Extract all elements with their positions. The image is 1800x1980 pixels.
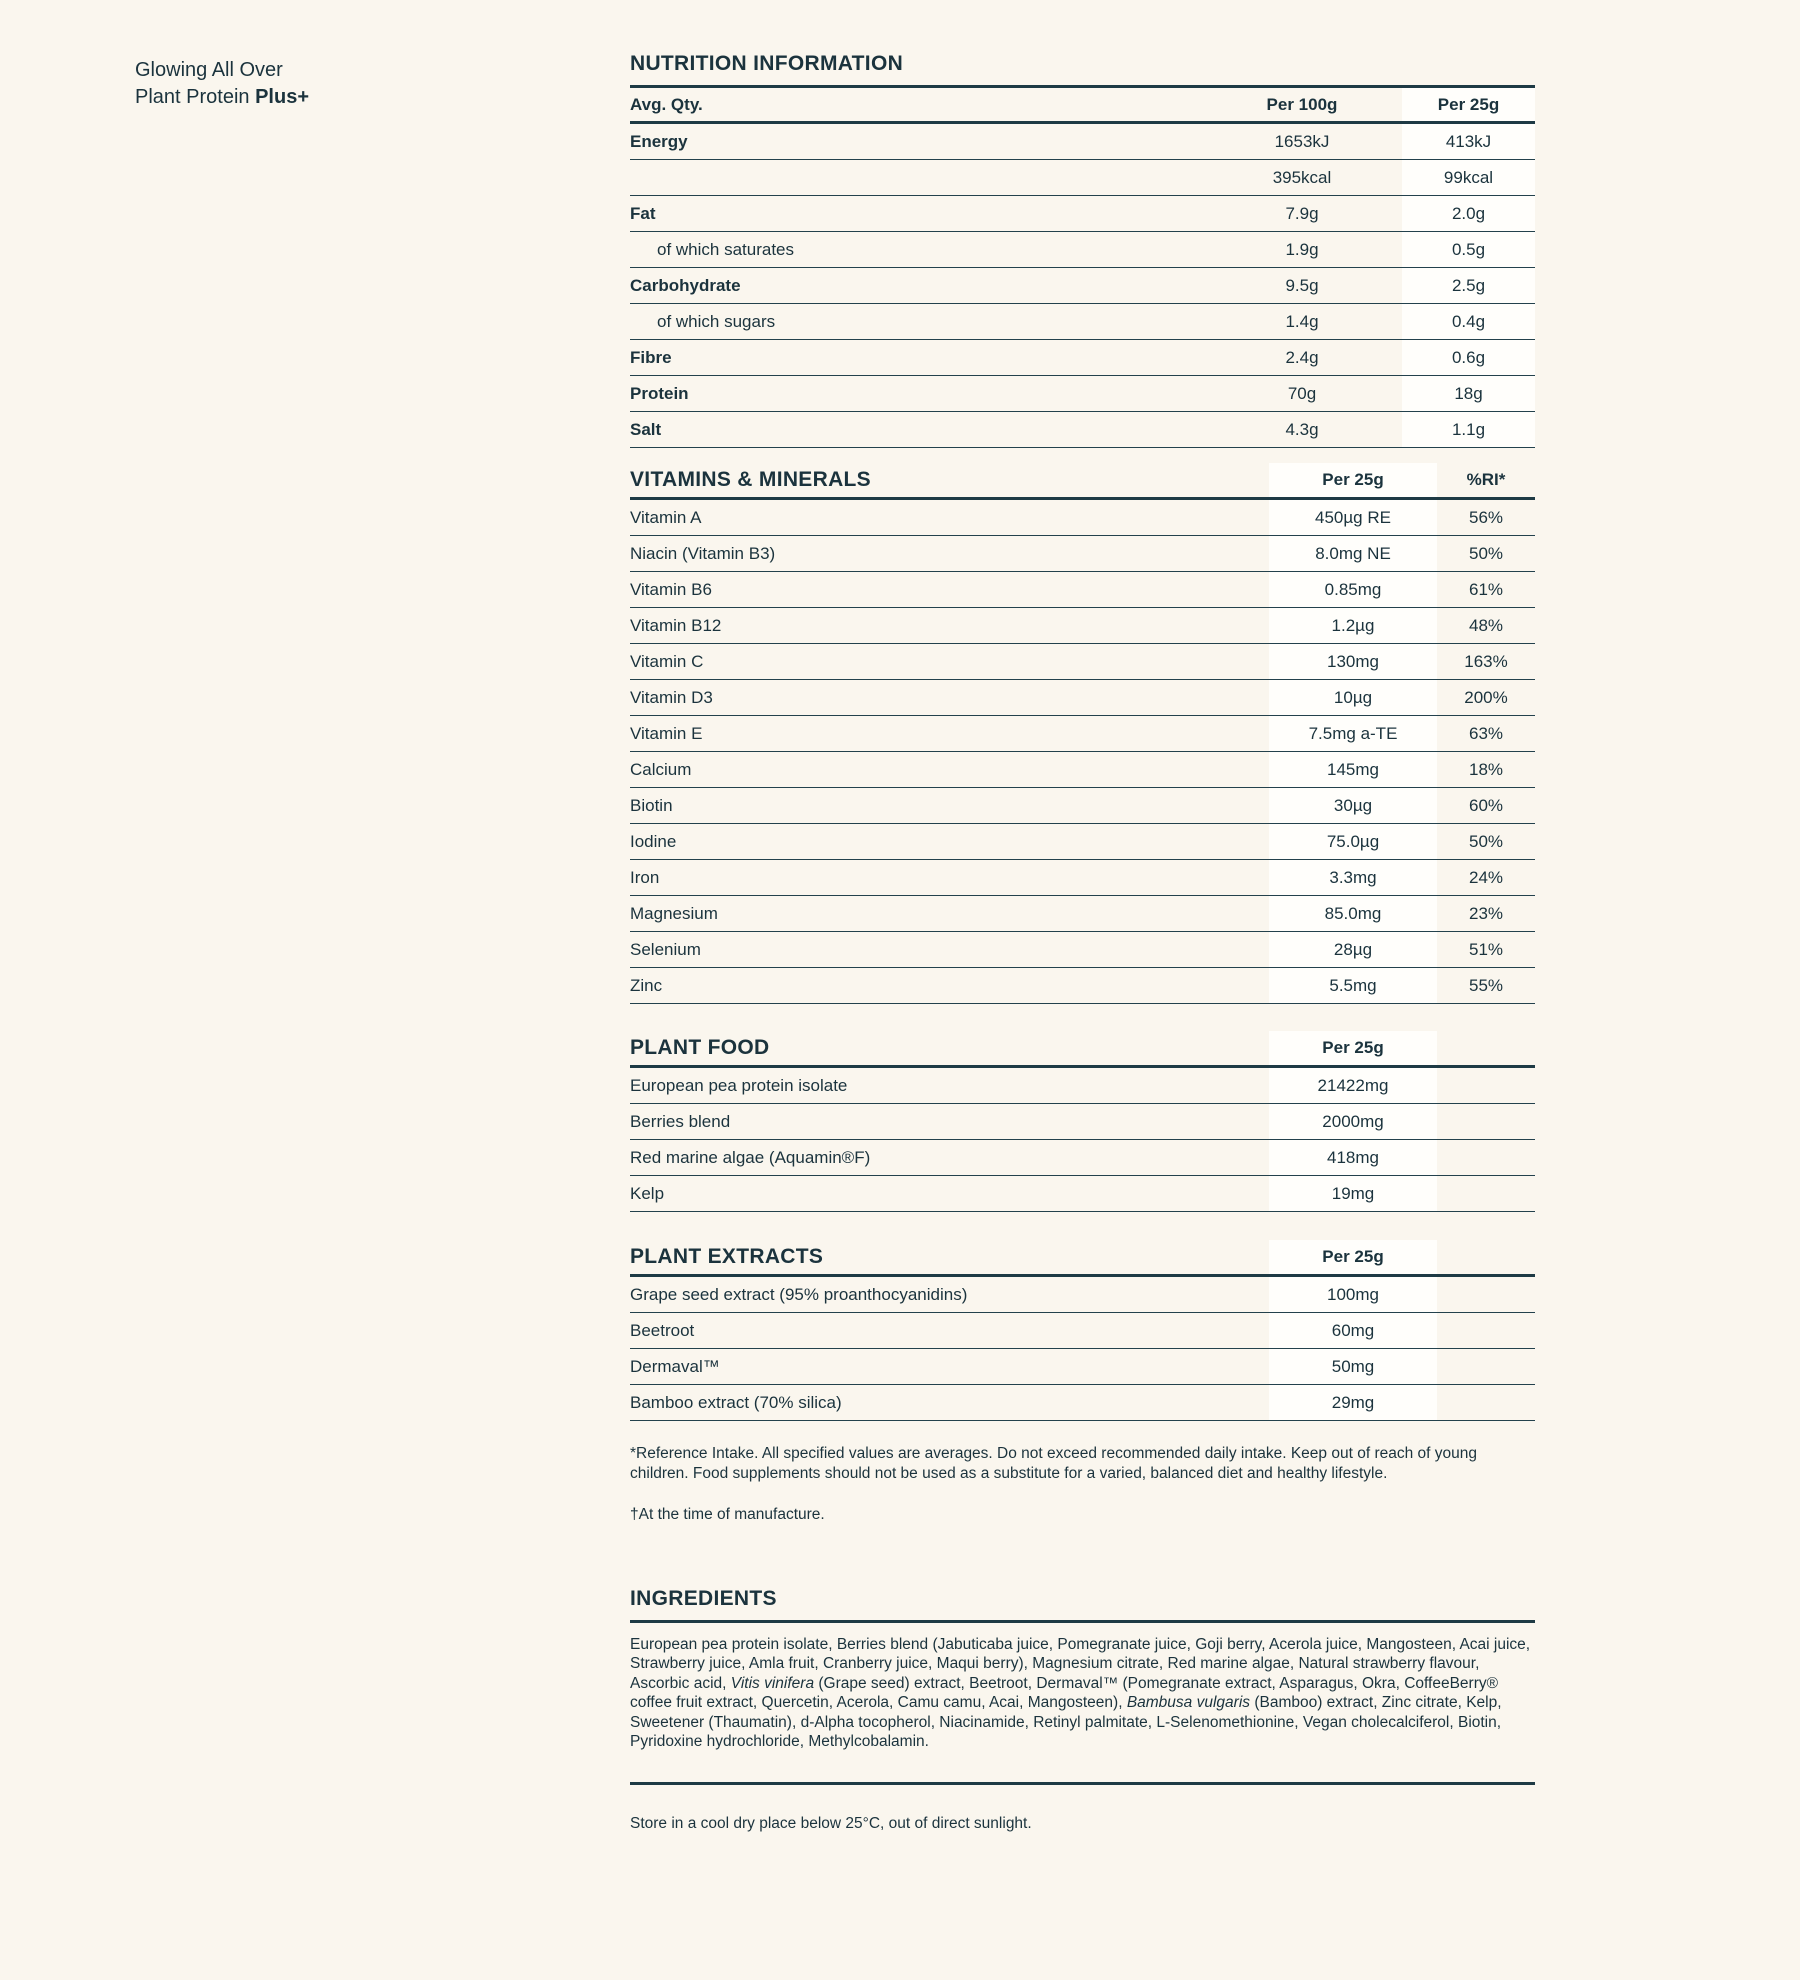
table-row: Selenium 28µg 51% <box>630 932 1535 968</box>
table-row: Calcium 145mg 18% <box>630 752 1535 788</box>
table-row: Protein 70g 18g <box>630 376 1535 412</box>
table-row: Zinc 5.5mg 55% <box>630 968 1535 1004</box>
table-row: Biotin 30µg 60% <box>630 788 1535 824</box>
manufacture-footnote: †At the time of manufacture. <box>630 1506 825 1523</box>
product-title-line2: Plant Protein Plus+ <box>135 86 309 108</box>
ri-header: %RI* <box>1466 470 1506 489</box>
label-content <box>630 40 1535 1833</box>
plant-food-title: PLANT FOOD <box>630 1036 770 1059</box>
table-row: Dermaval™ 50mg <box>630 1349 1535 1385</box>
table-row: Fat 7.9g 2.0g <box>630 196 1535 232</box>
table-row: Bamboo extract (70% silica) 29mg <box>630 1385 1535 1421</box>
storage-divider <box>630 1782 1535 1785</box>
table-row: Iodine 75.0µg 50% <box>630 824 1535 860</box>
vitamins-table <box>630 463 1535 1004</box>
table-row: Berries blend 2000mg <box>630 1104 1535 1140</box>
ingredients-title: INGREDIENTS <box>630 1575 1535 1623</box>
table-row: Carbohydrate 9.5g 2.5g <box>630 268 1535 304</box>
table-row: Red marine algae (Aquamin®F) 418mg <box>630 1140 1535 1176</box>
table-row: Vitamin B12 1.2µg 48% <box>630 608 1535 644</box>
latin-name: Bambusa vulgaris <box>1126 1694 1251 1711</box>
plant-food-header-row <box>630 1031 1535 1068</box>
per-100g-header: Per 100g <box>1266 94 1338 114</box>
table-row: Beetroot 60mg <box>630 1313 1535 1349</box>
ingredients-section <box>630 1575 1535 1752</box>
table-row: Vitamin A 450µg RE 56% <box>630 500 1535 536</box>
nutrition-information-section <box>630 40 1535 448</box>
nutrition-information-title: NUTRITION INFORMATION <box>630 40 1535 88</box>
plant-extracts-header-row <box>630 1240 1535 1277</box>
table-row: European pea protein isolate 21422mg <box>630 1068 1535 1104</box>
table-row: Magnesium 85.0mg 23% <box>630 896 1535 932</box>
table-row: Fibre 2.4g 0.6g <box>630 340 1535 376</box>
table-row: 395kcal 99kcal <box>630 160 1535 196</box>
nutrition-header-row <box>630 88 1535 124</box>
storage-instructions: Store in a cool dry place below 25°C, out of direct sunlight. <box>630 1814 1032 1832</box>
latin-name: Vitis vinifera <box>730 1674 815 1692</box>
table-row: Niacin (Vitamin B3) 8.0mg NE 50% <box>630 536 1535 572</box>
plant-extracts-title: PLANT EXTRACTS <box>630 1245 824 1268</box>
per-25g-header: Per 25g <box>1269 463 1437 497</box>
nutrition-table <box>630 88 1535 448</box>
table-row: Vitamin E 7.5mg a-TE 63% <box>630 716 1535 752</box>
per-25g-header: Per 25g <box>1402 88 1535 121</box>
vitamins-minerals-title: VITAMINS & MINERALS <box>630 468 871 491</box>
avg-qty-header: Avg. Qty. <box>630 94 703 114</box>
plant-extracts-table <box>630 1240 1535 1421</box>
product-title-plus: Plus+ <box>255 86 309 108</box>
table-row: Energy 1653kJ 413kJ <box>630 124 1535 160</box>
plant-extracts-section <box>630 1240 1535 1421</box>
table-row: Salt 4.3g 1.1g <box>630 412 1535 448</box>
product-title-line1: Glowing All Over <box>135 59 283 81</box>
table-row: Grape seed extract (95% proanthocyanidins) 100mg <box>630 1277 1535 1313</box>
vitamins-minerals-section <box>630 463 1535 1004</box>
table-row: Vitamin C 130mg 163% <box>630 644 1535 680</box>
vitamins-header-row <box>630 463 1535 500</box>
per-25g-header: Per 25g <box>1269 1240 1437 1274</box>
ingredients-text: European pea protein isolate, Berries blend (Jabuticaba juice, Pomegranate juice, Goji berry, Acerola juice, Mangosteen, Acai juice, Strawberry juice, Amla fruit, Cranberry juice, Maqui berry), Magnesium citrate, Red marine algae, Natural strawberry flavour, Ascorbic acid, Vitis vinifera (Grape seed) extract, Beetroot, Dermaval™ (Pomegranate extract, Asparagus, Okra, CoffeeBerry® coffee fruit extract, Quercetin, Acerola, Camu camu, Acai, Mangosteen), Bambusa vulgaris (Bamboo) extract, Zinc citrate, Kelp, Sweetener (Thaumatin), d-Alpha tocopherol, Niacinamide, Retinyl palmitate, L-Selenomethionine, Vegan cholecalciferol, Biotin, Pyridoxine hydrochloride, Methylcobalamin. <box>630 1635 1531 1750</box>
table-row: of which saturates 1.9g 0.5g <box>630 232 1535 268</box>
table-row: Vitamin D3 10µg 200% <box>630 680 1535 716</box>
table-row: Iron 3.3mg 24% <box>630 860 1535 896</box>
table-row: Kelp 19mg <box>630 1176 1535 1212</box>
reference-intake-footnote: *Reference Intake. All specified values are averages. Do not exceed recommended daily intake. Keep out of reach of young children. Food supplements should not be used as a substitute for a varied, balanced diet and healthy lifestyle. <box>630 1445 1477 1482</box>
product-title <box>135 57 309 111</box>
plant-food-table <box>630 1031 1535 1212</box>
table-row: Vitamin B6 0.85mg 61% <box>630 572 1535 608</box>
table-row: of which sugars 1.4g 0.4g <box>630 304 1535 340</box>
per-25g-header: Per 25g <box>1269 1031 1437 1065</box>
plant-food-section <box>630 1031 1535 1212</box>
